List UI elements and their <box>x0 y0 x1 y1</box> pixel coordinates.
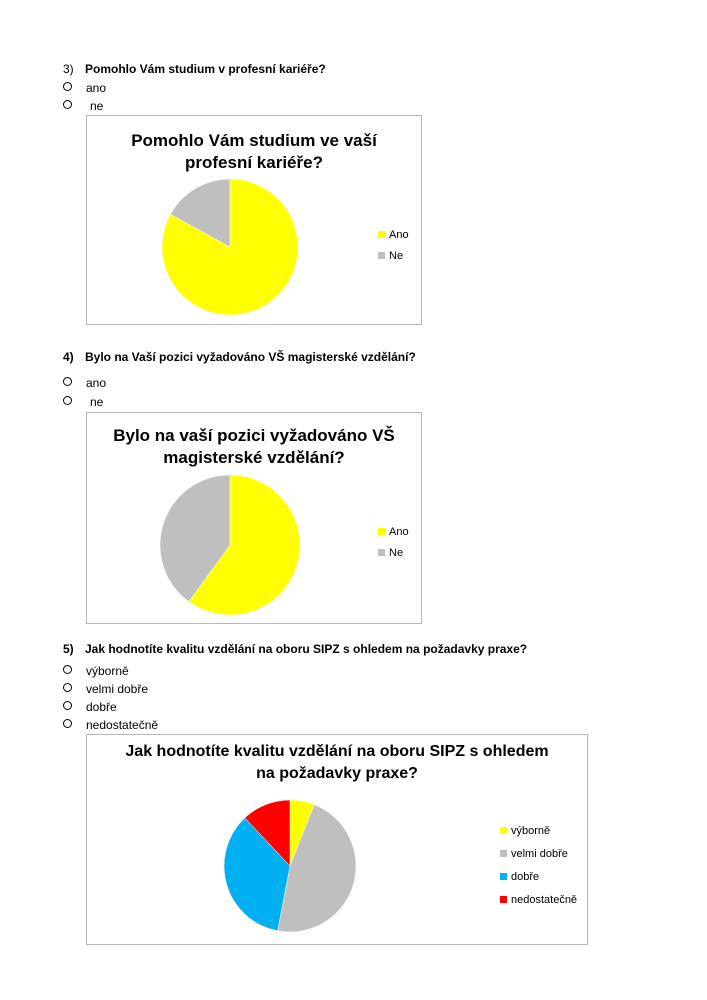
legend-label-ano: Ano <box>389 229 409 241</box>
question-4-number: 4) <box>63 350 74 364</box>
legend-swatch-ne <box>378 549 385 556</box>
question-5-option-dobre <box>63 700 117 714</box>
question-5-option-vyborne <box>63 664 129 678</box>
legend-label-dobre: dobře <box>511 871 540 883</box>
chart-title-line-1: Pomohlo Vám studium ve vaší <box>131 131 377 150</box>
legend-swatch-vyborne <box>500 827 507 834</box>
option-label: výborně <box>86 664 129 678</box>
legend-label-velmi-dobre: velmi dobře <box>511 848 568 860</box>
option-label: dobře <box>86 700 117 714</box>
option-label: ano <box>86 376 107 390</box>
option-label: ano <box>86 81 107 95</box>
radio-circle-icon <box>63 665 72 674</box>
chart-title-line-1: Bylo na vaší pozici vyžadováno VŠ <box>113 426 395 445</box>
radio-circle-icon <box>63 683 72 692</box>
radio-circle-icon <box>63 100 72 109</box>
question-3-title <box>63 62 326 76</box>
option-label: velmi dobře <box>86 682 149 696</box>
legend-label-ne: Ne <box>389 547 404 559</box>
chart-title-line-1: Jak hodnotíte kvalitu vzdělání na oboru SIPZ s ohledem <box>125 743 549 760</box>
option-label: ne <box>90 395 104 409</box>
question-3-option-ne <box>63 99 103 113</box>
question-3-number: 3) <box>63 62 74 76</box>
legend-swatch-velmi-dobre <box>500 850 507 857</box>
legend-label-vyborne: výborně <box>511 825 551 837</box>
question-3-text: Pomohlo Vám studium v profesní kariéře? <box>85 62 326 76</box>
question-5-number: 5) <box>63 642 74 656</box>
chart-education-quality <box>86 734 588 945</box>
question-5-text: Jak hodnotíte kvalitu vzdělání na oboru SIPZ s ohledem na požadavky praxe? <box>85 642 528 656</box>
question-3-option-ano <box>63 81 106 95</box>
legend-label-ano: Ano <box>389 526 409 538</box>
chart-title-line-2: profesní kariéře? <box>185 153 323 172</box>
question-4-text: Bylo na Vaší pozici vyžadováno VŠ magisterské vzdělání? <box>85 350 416 364</box>
question-5-option-velmi-dobre <box>63 682 148 696</box>
question-5-title <box>63 642 527 656</box>
chart-title-line-2: magisterské vzdělání? <box>163 448 345 467</box>
radio-circle-icon <box>63 82 72 91</box>
question-4-option-ne <box>63 395 103 409</box>
pie-chart-svg <box>87 735 587 944</box>
legend-swatch-ano <box>378 231 385 238</box>
pie-chart-svg <box>87 116 421 324</box>
radio-circle-icon <box>63 377 72 386</box>
legend-label-nedostatecne: nedostatečně <box>511 894 578 906</box>
legend-swatch-nedostatecne <box>500 896 507 903</box>
pie-chart-svg <box>87 413 421 623</box>
chart-masters-required <box>86 412 422 624</box>
question-4-title <box>63 350 416 364</box>
option-label: nedostatečně <box>86 718 159 732</box>
radio-circle-icon <box>63 701 72 710</box>
legend-swatch-ano <box>378 528 385 535</box>
legend-swatch-dobre <box>500 873 507 880</box>
radio-circle-icon <box>63 396 72 405</box>
chart-career-help <box>86 115 422 325</box>
chart-title-line-2: na požadavky praxe? <box>256 765 418 782</box>
radio-circle-icon <box>63 719 72 728</box>
legend-swatch-ne <box>378 252 385 259</box>
question-5-option-nedostatecne <box>63 718 158 732</box>
question-4-option-ano <box>63 376 106 390</box>
option-label: ne <box>90 99 104 113</box>
legend-label-ne: Ne <box>389 250 404 262</box>
